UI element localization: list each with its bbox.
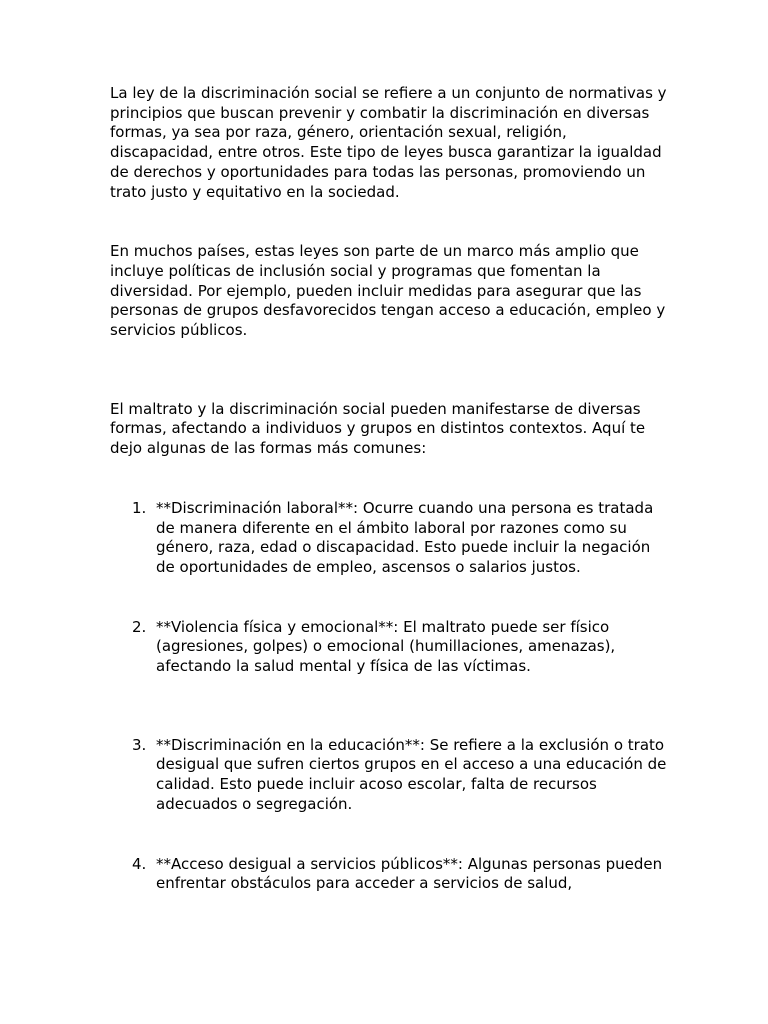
paragraph-discrimination-law: La ley de la discriminación social se refiere a un conjunto de normativas y principios que buscan prevenir y combatir la discriminación en diversas formas, ya sea por raza, género, orientación sexual, religión, discapacidad, entre otros. Este tipo de leyes busca garantizar la igualdad de derechos y oportunidades para todas las personas, promoviendo un trato justo y equitativo en la sociedad.	[110, 84, 667, 201]
list-item	[110, 618, 670, 677]
document-page	[110, 84, 670, 894]
list-item-text: **Discriminación en la educación**: Se refiere a la exclusión o trato desigual que sufren ciertos grupos en el acceso a una educación de calidad. Esto puede incluir acoso escolar, falta de recursos adecuados o segregación.	[156, 735, 667, 813]
list-item-text: **Acceso desigual a servicios públicos**: Algunas personas pueden enfrentar obstáculos para acceder a servicios de salud,	[156, 854, 663, 893]
list-item	[110, 736, 670, 815]
list-item-number: 2.	[132, 617, 147, 636]
paragraph-inclusion-policies: En muchos países, estas leyes son parte de un marco más amplio que incluye políticas de inclusión social y programas que fomentan la diversidad. Por ejemplo, pueden incluir medidas para asegurar que las personas de grupos desfavorecidos tengan acceso a educación, empleo y servicios públicos.	[110, 242, 666, 340]
forms-list	[110, 499, 670, 894]
list-item-text: **Violencia física y emocional**: El maltrato puede ser físico (agresiones, golpes) o emocional (humillaciones, amenazas), afectando la salud mental y física de las víctimas.	[156, 617, 616, 676]
list-item	[110, 499, 670, 578]
list-item-text: **Discriminación laboral**: Ocurre cuando una persona es tratada de manera diferente en el ámbito laboral por razones como su género, raza, edad o discapacidad. Esto puede incluir la negación de oportunidades de empleo, ascensos o salarios justos.	[156, 498, 654, 576]
paragraph-forms-intro: El maltrato y la discriminación social pueden manifestarse de diversas formas, afectando a individuos y grupos en distintos contextos. Aquí te dejo algunas de las formas más comunes:	[110, 399, 646, 458]
list-item-number: 1.	[132, 498, 147, 517]
list-item-number: 4.	[132, 854, 147, 873]
list-item	[110, 855, 670, 894]
list-item-number: 3.	[132, 735, 147, 754]
